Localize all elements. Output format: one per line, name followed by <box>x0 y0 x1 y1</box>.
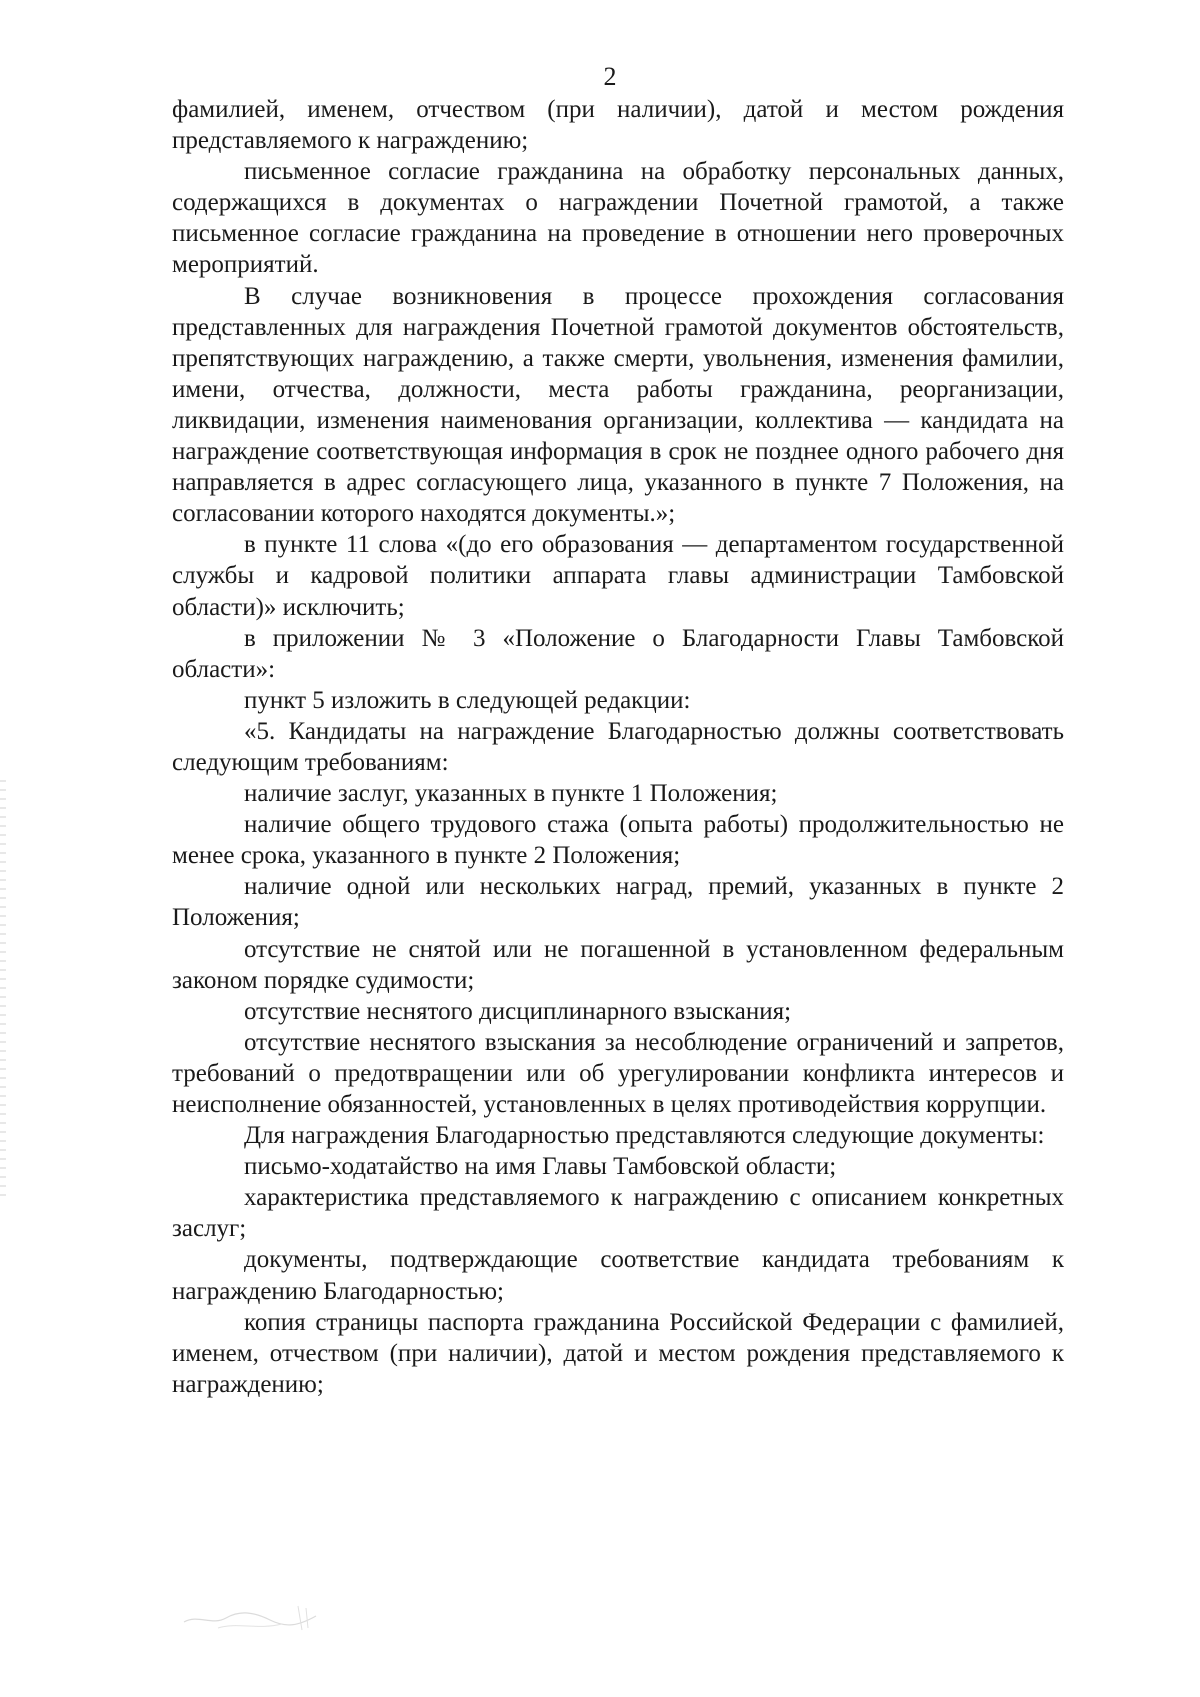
paragraph: копия страницы паспорта гражданина Российской Федерации с фамилией, именем, отчеством (при наличии), датой и местом рождения представляемого к награждению; <box>172 1308 1064 1398</box>
document-body <box>172 94 1064 1400</box>
paragraph: характеристика представляемого к награждению с описанием конкретных заслуг; <box>172 1184 1064 1243</box>
scan-edge-artifact <box>0 780 6 1200</box>
paragraph: документы, подтверждающие соответствие кандидата требованиям к награждению Благодарностью; <box>172 1246 1064 1305</box>
paragraph: в приложении № 3 «Положение о Благодарности Главы Тамбовской области»: <box>172 624 1064 683</box>
paragraph: наличие общего трудового стажа (опыта работы) продолжительностью не менее срока, указанного в пункте 2 Положения; <box>172 811 1064 870</box>
paragraph: В случае возникновения в процессе прохождения согласования представленных для награждения Почетной грамотой документов обстоятельств, препятствующих награждению, а также смерти, увольнения, изменения фамилии, имени, отчества, должности, места работы гражданина, реорганизации, ликвидации, изменения наименования организации, коллектива — кандидата на награждение соответствующая информация в срок не позднее одного рабочего дня направляется в адрес согласующего лица, указанного в пункте 7 Положения, на согласовании которого находятся документы.»; <box>172 282 1064 528</box>
paragraph: отсутствие неснятого дисциплинарного взыскания; <box>244 997 792 1025</box>
paragraph: в пункте 11 слова «(до его образования — департаментом государственной службы и кадровой политики аппарата главы администрации Тамбовской области)» исключить; <box>172 531 1064 621</box>
paragraph: отсутствие не снятой или не погашенной в установленном федеральным законом порядке судимости; <box>172 935 1064 994</box>
paragraph: письменное согласие гражданина на обработку персональных данных, содержащихся в документах о награждении Почетной грамотой, а также письменное согласие гражданина на проведение в отношении него проверочных мероприятий. <box>172 158 1064 279</box>
paragraph: «5. Кандидаты на награждение Благодарностью должны соответствовать следующим требованиям: <box>172 717 1064 776</box>
paragraph: наличие одной или нескольких наград, премий, указанных в пункте 2 Положения; <box>172 873 1064 932</box>
page-number: 2 <box>603 62 617 91</box>
paragraph: Для награждения Благодарностью представляются следующие документы: <box>244 1122 1045 1150</box>
paragraph: отсутствие неснятого взыскания за несоблюдение ограничений и запретов, требований о предотвращении или об урегулировании конфликта интересов и неисполнение обязанностей, установленных в целях противодействия коррупции. <box>172 1028 1064 1118</box>
paragraph: письмо-ходатайство на имя Главы Тамбовской области; <box>244 1153 837 1181</box>
paragraph: фамилией, именем, отчеством (при наличии), датой и местом рождения представляемого к награждению; <box>172 96 1064 155</box>
paragraph: наличие заслуг, указанных в пункте 1 Положения; <box>244 780 778 808</box>
paragraph: пункт 5 изложить в следующей редакции: <box>244 686 691 714</box>
faint-stamp-mark <box>178 1600 338 1634</box>
